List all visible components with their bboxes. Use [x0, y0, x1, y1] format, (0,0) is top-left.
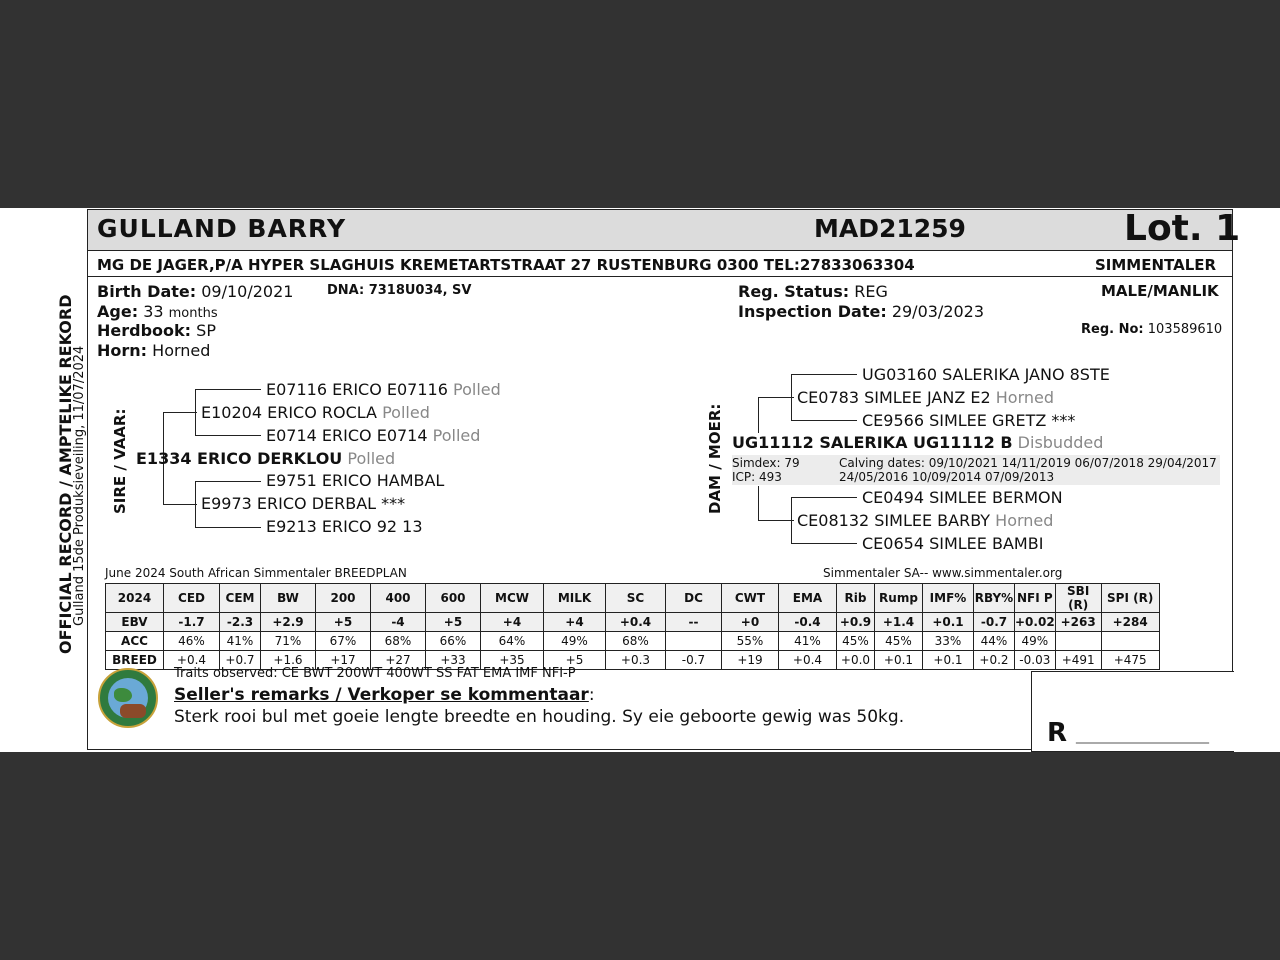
sire-main — [136, 449, 395, 468]
ebv-cell: DC — [666, 584, 722, 613]
ebv-cell: Rump — [875, 584, 923, 613]
dam-icp: ICP: 493 — [732, 470, 782, 484]
sire-line — [163, 504, 197, 505]
ancestor-name: E07116 ERICO E07116 — [266, 380, 448, 399]
ebv-cell: SC — [606, 584, 666, 613]
ebv-cell: +475 — [1101, 651, 1159, 670]
sire-label: SIRE / VAAR: — [111, 408, 129, 514]
remarks-text: Sterk rooi bul met goeie lengte breedte en houding. Sy eie geboorte gewig was 50kg. — [174, 707, 905, 727]
cattle-icon — [120, 704, 146, 718]
ebv-cell: 67% — [316, 632, 371, 651]
dam-line — [758, 520, 794, 521]
age-value: 33 — [143, 302, 164, 321]
ebv-cell: -0.7 — [666, 651, 722, 670]
herdbook — [97, 321, 216, 340]
sire-sire-dam — [266, 426, 480, 445]
price-symbol: R — [1047, 718, 1068, 748]
dam-line — [758, 397, 759, 433]
ancestor-horn: Polled — [382, 403, 430, 422]
ebv-cell: 55% — [722, 632, 779, 651]
reg-number-value: 103589610 — [1147, 322, 1223, 337]
breedplan-source: Simmentaler SA-- www.simmentaler.org — [823, 566, 1063, 580]
reg-number — [1081, 322, 1222, 337]
ebv-cell: +284 — [1101, 613, 1159, 632]
sire-line — [195, 389, 261, 390]
ebv-cell: SBI (R) — [1055, 584, 1101, 613]
remarks-colon: : — [588, 685, 595, 705]
dam-label: DAM / MOER: — [706, 403, 724, 514]
ancestor-horn: Horned — [995, 511, 1054, 530]
dam-line — [758, 397, 794, 398]
ebv-cell: 49% — [544, 632, 606, 651]
ebv-cell: +0.4 — [164, 651, 220, 670]
ebv-cell: +0.2 — [974, 651, 1015, 670]
ebv-cell: 45% — [875, 632, 923, 651]
dam-line — [791, 497, 857, 498]
dam-sire-dam: CE9566 SIMLEE GRETZ *** — [862, 411, 1076, 430]
dam-line — [791, 374, 857, 375]
ebv-header-row — [106, 584, 1160, 613]
ancestor-name: E10204 ERICO ROCLA — [201, 403, 377, 422]
ebv-cell: 400 — [371, 584, 426, 613]
land-shape — [114, 688, 132, 702]
birth-date — [97, 282, 293, 301]
sire-line — [195, 389, 196, 435]
dam-calving-dates-2: 24/05/2016 10/09/2014 07/09/2013 — [839, 470, 1055, 484]
ebv-cell: 64% — [481, 632, 544, 651]
dam-horn: Disbudded — [1017, 433, 1104, 452]
ebv-cell: +4 — [544, 613, 606, 632]
birth-date-value: 09/10/2021 — [201, 282, 294, 301]
horn-label: Horn: — [97, 341, 148, 360]
sex: MALE/MANLIK — [1101, 282, 1219, 300]
ebv-cell: +0.7 — [220, 651, 261, 670]
traits-observed: Traits observed: CE BWT 200WT 400WT SS FAT EMA IMF NFI-P — [174, 666, 576, 681]
sire-horn: Polled — [347, 449, 396, 468]
ebv-cell: NFI P — [1015, 584, 1056, 613]
sire-sire-sire — [266, 380, 501, 399]
dam-line — [791, 497, 792, 543]
ancestor-horn: Horned — [995, 388, 1055, 407]
animal-name: GULLAND BARRY — [97, 214, 347, 243]
inspection-date — [738, 302, 984, 321]
ebv-cell: +27 — [371, 651, 426, 670]
ebv-cell: Rib — [837, 584, 875, 613]
ebv-cell: -2.3 — [220, 613, 261, 632]
ebv-cell: +0.1 — [875, 651, 923, 670]
ebv-cell: 41% — [220, 632, 261, 651]
age-label: Age: — [97, 302, 139, 321]
sire-line — [195, 527, 261, 528]
dam-line — [758, 486, 759, 520]
sire-dam-sire: E9751 ERICO HAMBAL — [266, 471, 445, 490]
ebv-cell: +5 — [316, 613, 371, 632]
sire-dam-dam: E9213 ERICO 92 13 — [266, 517, 423, 536]
ebv-table — [105, 583, 1160, 670]
dam-dam — [797, 511, 1053, 530]
ebv-cell: 68% — [371, 632, 426, 651]
ebv-cell: +0.1 — [923, 651, 974, 670]
horn-status — [97, 341, 210, 360]
ebv-cell: 2024 — [106, 584, 164, 613]
sire-line — [195, 481, 261, 482]
ebv-cell: +2.9 — [261, 613, 316, 632]
inspection-value: 29/03/2023 — [891, 302, 985, 321]
ebv-cell: EBV — [106, 613, 164, 632]
ebv-cell: 200 — [316, 584, 371, 613]
ebv-cell: 46% — [164, 632, 220, 651]
sire-line — [195, 435, 261, 436]
ebv-cell: 33% — [923, 632, 974, 651]
ebv-cell: +4 — [481, 613, 544, 632]
ebv-cell: -0.03 — [1015, 651, 1056, 670]
animal-reg-code: MAD21259 — [814, 214, 966, 243]
ebv-cell: +0.4 — [779, 651, 837, 670]
sire-name: E1334 ERICO DERKLOU — [136, 449, 343, 468]
ebv-cell: 600 — [426, 584, 481, 613]
ebv-cell: CWT — [722, 584, 779, 613]
ebv-cell: +1.6 — [261, 651, 316, 670]
birth-date-label: Birth Date: — [97, 282, 197, 301]
ebv-cell: 45% — [837, 632, 875, 651]
ebv-cell: MILK — [544, 584, 606, 613]
herdbook-label: Herdbook: — [97, 321, 192, 340]
breedplan-title: June 2024 South African Simmentaler BREEDPLAN — [105, 566, 407, 580]
dam-line — [791, 543, 857, 544]
age — [97, 302, 218, 321]
ebv-cell: 41% — [779, 632, 837, 651]
remarks-heading-text: Seller's remarks / Verkoper se kommentaar — [174, 685, 589, 705]
ebv-cell: -1.7 — [164, 613, 220, 632]
inspection-label: Inspection Date: — [738, 302, 887, 321]
ebv-cell: +0.9 — [837, 613, 875, 632]
ancestor-name: E0714 ERICO E0714 — [266, 426, 428, 445]
dam-main — [732, 433, 1103, 452]
ebv-cell: +33 — [426, 651, 481, 670]
sire-line — [195, 481, 196, 527]
age-unit: months — [168, 306, 218, 321]
ebv-cell: +17 — [316, 651, 371, 670]
dam-calving-dates: Calving dates: 09/10/2021 14/11/2019 06/07/2018 29/04/2017 — [839, 456, 1217, 470]
dam-simdex: Simdex: 79 — [732, 456, 800, 470]
simmentaler-logo — [98, 668, 158, 728]
ebv-cell: -0.7 — [974, 613, 1015, 632]
official-record-label: OFFICIAL RECORD / AMPTELIKE REKORD — [56, 294, 75, 654]
ebv-cell: +0.4 — [606, 613, 666, 632]
sire-sire — [201, 403, 430, 422]
horn-value: Horned — [152, 341, 211, 360]
ebv-cell: CEM — [220, 584, 261, 613]
herdbook-value: SP — [196, 321, 216, 340]
reg-status-value: REG — [854, 282, 888, 301]
ebv-cell: -4 — [371, 613, 426, 632]
ebv-cell — [1055, 632, 1101, 651]
ebv-cell: +19 — [722, 651, 779, 670]
ancestor-horn: Polled — [453, 380, 501, 399]
ebv-cell: 71% — [261, 632, 316, 651]
ebv-cell: 44% — [974, 632, 1015, 651]
ebv-cell: BW — [261, 584, 316, 613]
remarks-heading — [174, 685, 595, 705]
breed-name: SIMMENTALER — [1095, 256, 1217, 274]
ebv-cell: RBY% — [974, 584, 1015, 613]
ebv-cell: 49% — [1015, 632, 1056, 651]
sire-line — [163, 412, 197, 413]
ebv-cell: +5 — [544, 651, 606, 670]
dam-sire-sire: UG03160 SALERIKA JANO 8STE — [862, 365, 1110, 384]
ebv-cell: +5 — [426, 613, 481, 632]
dam-line — [791, 420, 857, 421]
price-blank[interactable]: ___________________ — [1076, 728, 1209, 744]
ebv-cell: +1.4 — [875, 613, 923, 632]
ebv-cell: EMA — [779, 584, 837, 613]
ebv-cell: 68% — [606, 632, 666, 651]
ebv-cell: 66% — [426, 632, 481, 651]
ebv-cell: BREED — [106, 651, 164, 670]
auction-event-label: Gulland 15de Produksieveiling, 11/07/2024 — [72, 345, 87, 626]
owner-address: MG DE JAGER,P/A HYPER SLAGHUIS KREMETARTSTRAAT 27 RUSTENBURG 0300 TEL:27833063304 — [97, 256, 915, 274]
ebv-cell: +0.3 — [606, 651, 666, 670]
dna-info: DNA: 7318U034, SV — [327, 283, 472, 298]
ebv-cell: +0.1 — [923, 613, 974, 632]
ebv-cell: +35 — [481, 651, 544, 670]
ebv-cell: +0.0 — [837, 651, 875, 670]
reg-status — [738, 282, 888, 301]
ebv-cell: IMF% — [923, 584, 974, 613]
dam-name: UG11112 SALERIKA UG11112 B — [732, 433, 1013, 452]
dam-dam-sire: CE0494 SIMLEE BERMON — [862, 488, 1063, 507]
dam-line — [791, 374, 792, 420]
ebv-cell: SPI (R) — [1101, 584, 1159, 613]
ebv-cell: +0.02 — [1015, 613, 1056, 632]
ebv-cell: +491 — [1055, 651, 1101, 670]
ebv-row — [106, 632, 1160, 651]
ebv-cell: CED — [164, 584, 220, 613]
ebv-cell: -- — [666, 613, 722, 632]
dam-dam-dam: CE0654 SIMLEE BAMBI — [862, 534, 1044, 553]
ebv-cell: ACC — [106, 632, 164, 651]
ebv-cell — [666, 632, 722, 651]
ancestor-name: CE08132 SIMLEE BARBY — [797, 511, 991, 530]
ebv-cell: +0 — [722, 613, 779, 632]
reg-status-label: Reg. Status: — [738, 282, 850, 301]
ebv-cell: -0.4 — [779, 613, 837, 632]
sire-dam: E9973 ERICO DERBAL *** — [201, 494, 406, 513]
dam-sire — [797, 388, 1054, 407]
lot-number: Lot. 1 — [1124, 208, 1241, 249]
ebv-cell — [1101, 632, 1159, 651]
ebv-row — [106, 613, 1160, 632]
ancestor-name: CE0783 SIMLEE JANZ E2 — [797, 388, 991, 407]
ebv-cell: MCW — [481, 584, 544, 613]
ancestor-horn: Polled — [432, 426, 481, 445]
ebv-cell: +263 — [1055, 613, 1101, 632]
reg-number-label: Reg. No: — [1081, 322, 1144, 337]
